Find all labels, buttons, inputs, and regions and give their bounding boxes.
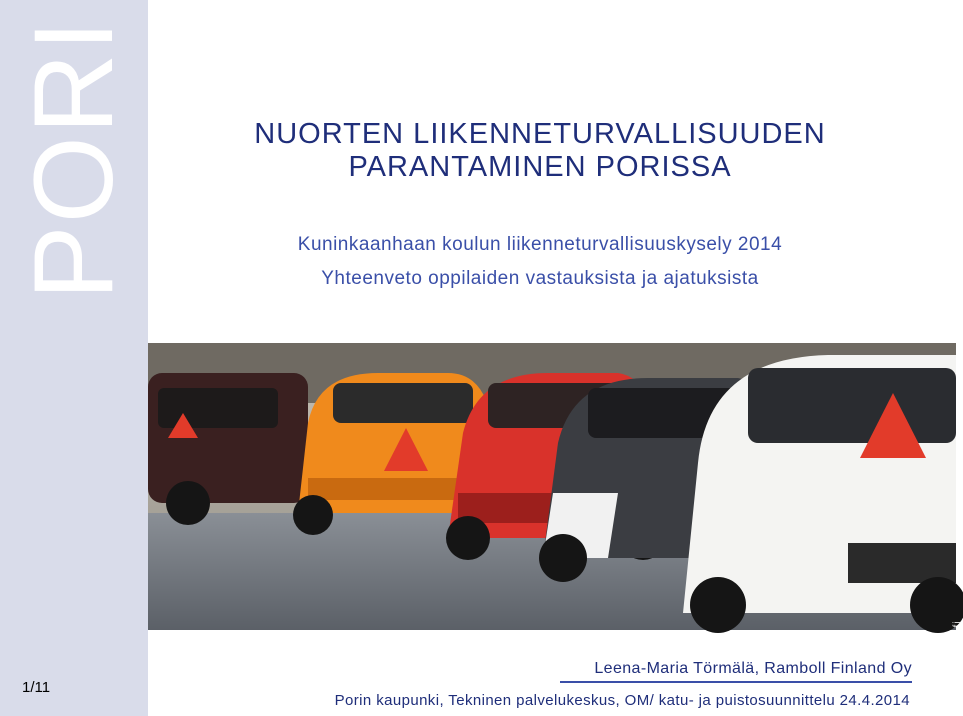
- slide-title-line-2: PARANTAMINEN PORISSA: [348, 151, 732, 183]
- subtitle-survey: Kuninkaanhaan koulun liikenneturvallisuuskysely 2014: [297, 234, 783, 255]
- photo-illustration: [148, 343, 956, 630]
- dark-moped-car: [148, 373, 308, 525]
- pori-logo: PORI: [11, 18, 136, 300]
- author-credit: Leena-Maria Törmälä, Ramboll Finland Oy: [560, 660, 912, 683]
- white-car: [683, 355, 963, 633]
- slide-title: [150, 118, 930, 184]
- subtitle-summary: Yhteenveto oppilaiden vastauksista ja ajatuksista: [321, 268, 759, 289]
- page-number: 1/11: [22, 679, 51, 696]
- footer-organization: Porin kaupunki, Tekninen palvelukeskus, OM/ katu- ja puistosuunnittelu 24.4.2014: [334, 692, 910, 709]
- slide-title-line-1: NUORTEN LIIKENNETURVALLISUUDEN: [254, 118, 826, 150]
- sidebar: [0, 0, 148, 716]
- photo-watermark: www.ts.fi: [952, 620, 963, 669]
